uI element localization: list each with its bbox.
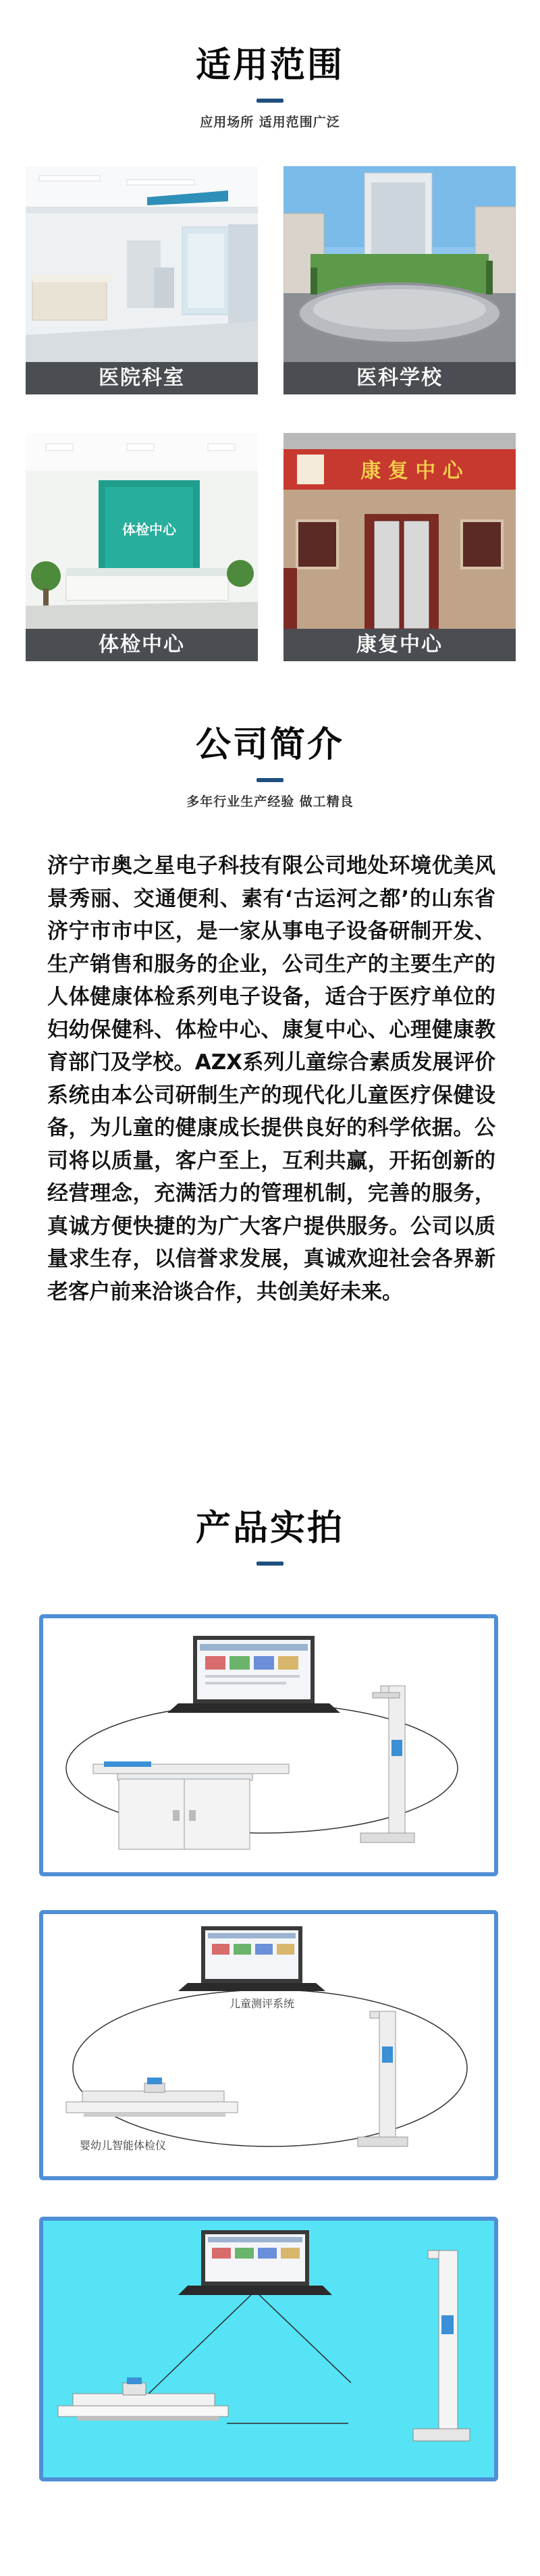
scope-label-exam-center: 体检中心 xyxy=(26,629,258,661)
intro-title-underline xyxy=(256,778,284,782)
scope-card-medical-school xyxy=(284,166,516,394)
scope-card-hospital xyxy=(26,166,258,394)
company-intro-text: 济宁市奥之星电子科技有限公司地处环境优美风景秀丽、交通便利、素有‘古运河之都’的山东省济宁市市中区，是一家从事电子设备研制开发、生产销售和服务的企业，公司生产的主要生产的人体健康体检系列电子设备，适合于医疗单位的妇幼保健科、体检中心、康复中心、心理健康教育部门及学校。AZX系列儿童综合素质发展评价系统由本公司研制生产的现代化儿童医疗保健设备，为儿童的健康成长提供良好的科学依据。公司将以质量，客户至上，互利共赢，开拓创新的经营理念，充满活力的管理机制，完善的服务，真诚方便快捷的为广大客户提供服务。公司以质量求生存，以信誉求发展，真诚欢迎社会各界新老客户前来洽谈合作，共创美好未来。 xyxy=(47,854,495,1304)
scope-subtitle: 应用场所 适用范围广泛 xyxy=(200,115,340,130)
scope-label-rehab-center: 康复中心 xyxy=(284,629,516,661)
scope-title: 适用范围 xyxy=(195,45,344,86)
scope-label-medical-school: 医科学校 xyxy=(284,362,516,394)
scope-label-hospital: 医院科室 xyxy=(26,362,258,394)
products-title: 产品实拍 xyxy=(195,1508,344,1549)
medical-school-photo xyxy=(284,166,516,362)
product-photo-3 xyxy=(43,2221,494,2477)
hospital-department-photo xyxy=(26,166,258,362)
product-photo-frame-3 xyxy=(39,2217,498,2481)
product-photo-frame-1 xyxy=(39,1614,498,1876)
product-caption-infant-exam-device: 婴幼儿智能体检仪 xyxy=(80,2139,167,2152)
rehab-sign-text: 康 复 中 心 xyxy=(360,459,463,483)
product-caption-evaluation-system: 儿童测评系统 xyxy=(230,1997,295,2010)
intro-title: 公司简介 xyxy=(195,725,344,765)
intro-subtitle: 多年行业生产经验 做工精良 xyxy=(186,794,354,809)
products-title-underline xyxy=(256,1562,284,1566)
product-photo-1 xyxy=(43,1618,494,1872)
rehab-center-photo xyxy=(284,433,516,629)
scope-title-underline xyxy=(256,99,284,103)
exam-center-sign-text: 体检中心 xyxy=(122,521,176,538)
scope-card-rehab-center xyxy=(284,433,516,661)
scope-card-exam-center xyxy=(26,433,258,661)
product-photo-frame-2 xyxy=(39,1910,498,2180)
exam-center-photo xyxy=(26,433,258,629)
